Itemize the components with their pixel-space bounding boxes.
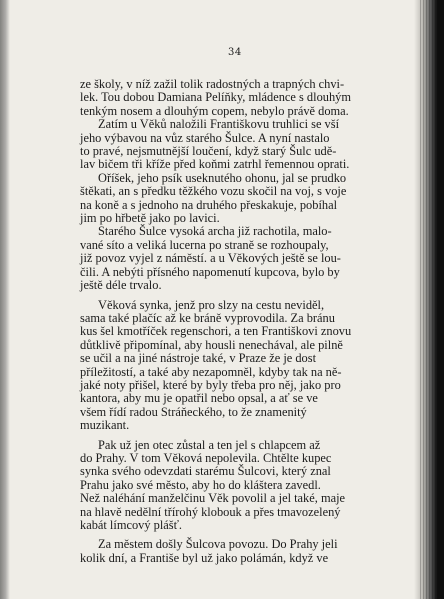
text-line: kus šel kmotříček regenschori, a ten Františkovi znovu	[80, 324, 352, 339]
text-line: Oříšek, jeho psík useknutého ohonu, jal se prudko	[98, 170, 347, 185]
text-line: kantora, aby mu je opatřil nebo opsal, a ať se ve	[80, 391, 318, 406]
page-right-edge-shadow	[414, 0, 444, 599]
text-line: ze školy, v níž zažil tolik radostných a trapných chvi-	[80, 77, 345, 91]
paragraph-2	[80, 118, 398, 172]
paragraph-3	[80, 172, 398, 226]
text-line: Prahu jako své město, aby ho do kláštera zavedl.	[80, 477, 321, 492]
text-line: důtklivě připomínal, aby housli nenechával, ale pilně	[80, 337, 343, 352]
text-line: Zatím u Věků naložili Františkovu truhlici se vší	[98, 117, 340, 132]
text-line: sama také plačíc až ke bráně vyprovodila. Za bránu	[80, 310, 335, 325]
text-line: Starého Šulce vysoká archa již rachotila, malo-	[98, 224, 332, 239]
text-line: na hlavě nedělní třírohý klobouk a přes tmavozelený	[80, 504, 341, 519]
text-line: do Prahy. V tom Věková nepolevila. Chtělte kupec	[80, 450, 332, 465]
text-line: muzikant.	[80, 418, 130, 433]
text-line: jim po hřbetě jako po lavici.	[80, 211, 220, 226]
text-line: to pravé, nejsmutnější loučení, když starý Šulc udě-	[80, 144, 337, 159]
text-line: vané síto a veliká lucerna po straně se rozhoupaly,	[80, 237, 329, 252]
text-line: Pak už jen otec zůstal a ten jel s chlapcem až	[98, 437, 321, 452]
text-line: kolik dní, a Františe byl už jako polámán, když ve	[80, 550, 329, 565]
page-number: 34	[228, 47, 242, 58]
text-line: tenkým nosem a dlouhým copem, nebylo právě doma.	[80, 103, 349, 118]
paragraph-6	[80, 439, 398, 533]
text-line: Za městem došly Šulcova povozu. Do Prahy jeli	[98, 537, 338, 552]
paragraph-7	[80, 538, 398, 565]
text-line: všem řídí radou Stráňeckého, to že znamenitý	[80, 404, 307, 419]
text-line: kabát límcový plášť.	[80, 518, 182, 532]
text-line: Věková synka, jenž pro slzy na cestu neviděl,	[98, 297, 325, 312]
paragraph-1	[80, 78, 398, 118]
text-line: jeho výbavou na vůz starého Šulce. A nyní nastalo	[80, 130, 330, 145]
text-line: na koně a s jednoho na druhého přeskakuje, pobíhal	[80, 197, 338, 212]
text-line: jaké noty přišel, které by byly třeba pro něj, jako pro	[80, 377, 341, 392]
body-text	[80, 78, 398, 565]
paragraph-4	[80, 225, 398, 292]
text-line: štěkati, an s předku těžkého vozu skočil na voj, s voje	[80, 184, 347, 199]
text-line: se učil a na jiné nástroje také, v Praze že je dost	[80, 351, 317, 366]
text-line: Než naléhání manželčinu Věk povolil a jel také, maje	[80, 491, 346, 506]
text-line: ještě déle trvalo.	[80, 278, 162, 293]
text-line: čili. A nebýti přísného napomenutí kupcova, bylo by	[80, 264, 340, 279]
paragraph-5	[80, 299, 398, 433]
page-left-edge-shadow	[0, 0, 10, 599]
text-line: lek. Tou dobou Damiana Pelíňky, mládence s dlouhým	[80, 90, 351, 105]
text-line: lav bičem tři kříže před koňmi zatrhl řemennou oprati.	[80, 157, 350, 172]
text-line: příležitostí, a také aby nezapomněl, kdyby tak na ně-	[80, 364, 342, 379]
text-line: již povoz vyjel z náměstí. a u Věkových ještě se lou-	[80, 251, 341, 266]
text-line: synka svého odevzdati starému Šulcovi, který znal	[80, 464, 331, 479]
